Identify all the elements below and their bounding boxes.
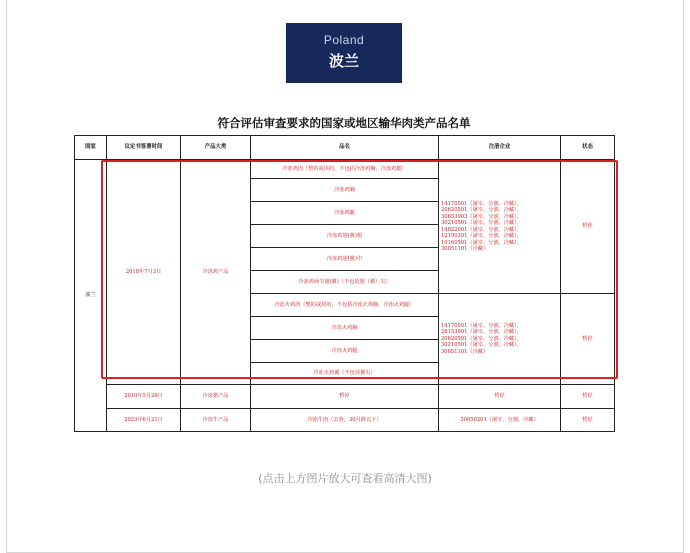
header-status: 状态 (561, 136, 615, 160)
table-row (75, 409, 615, 432)
enterprise-line: 14022001（屠宰、分割、冷藏）、 (441, 226, 522, 233)
country-name-english: Poland (323, 33, 365, 47)
product-name-cell: 冷冻鸡肉（整的或块的，不包括冷冻鸡胸、冷冻鸡腿） (251, 160, 439, 179)
enterprise-cell: 30050201（屠宰、分割、冷藏） (439, 409, 561, 432)
product-name-cell: 暂停 (251, 385, 439, 409)
protocol-date-cell: 2023年6月21日 (107, 409, 181, 432)
enterprise-line: 10160501（屠宰、分割、冷藏）、 (441, 239, 522, 246)
enterprise-cell: 暂停 (439, 385, 561, 409)
product-name-cell: 冷冻火鸡肉（整的或块的，不包括冷冻火鸡胸、冷冻火鸡腿） (251, 294, 439, 317)
status-cell: 暂停 (561, 160, 615, 294)
enterprise-line: 20620501（屠宰、分割、冷藏）、 (441, 335, 522, 342)
product-name-cell: 冷冻鸡翅(翼)根 (251, 225, 439, 248)
protocol-date-cell: 2010年5月26日 (107, 385, 181, 409)
country-banner (286, 23, 402, 83)
enterprise-cell (439, 160, 561, 294)
header-product-name: 品名 (251, 136, 439, 160)
enterprise-cell (439, 294, 561, 385)
image-caption: (点击上方图片放大可查看高清大图) (258, 472, 432, 485)
header-enterprise: 注册企业 (439, 136, 561, 160)
enterprise-line: 30051101（冷藏） (441, 246, 489, 252)
enterprise-line: 30210501（屠宰、分割、冷藏）、 (441, 342, 522, 349)
product-name-cell: 冷冻鸡胸 (251, 179, 439, 202)
header-protocol-date: 议定书签署时间 (107, 136, 181, 160)
enterprise-line: 30051101（冷藏） (441, 348, 489, 355)
enterprise-line: 28153901（屠宰、分割、冷藏）、 (441, 329, 522, 336)
country-name-chinese: 波兰 (328, 52, 359, 70)
product-name-cell: 冷冻火鸡胸 (251, 317, 439, 340)
enterprise-line: 14170501（屠宰、分割、冷藏）、 (441, 322, 522, 329)
enterprise-line: 14170501（屠宰、分割、冷藏）、 (441, 200, 522, 207)
header-country: 国家 (75, 136, 107, 160)
table-header-row (75, 136, 615, 160)
category-cell: 冷冻猪产品 (181, 385, 251, 409)
table-row (75, 385, 615, 409)
product-name-cell: 冷冻牛肉（去骨，30月龄以下） (251, 409, 439, 432)
status-cell: 暂停 (561, 294, 615, 385)
table-row (75, 160, 615, 179)
product-name-cell: 冷冻鸡腿 (251, 202, 439, 225)
product-name-cell: 冷冻鸡两节翅(翼)（不包括翅（翼）尖） (251, 271, 439, 294)
product-list-table[interactable] (74, 135, 615, 432)
protocol-date-cell: 2018年7月3日 (107, 160, 181, 385)
document-title: 符合评估审查要求的国家或地区输华肉类产品名单 (217, 116, 471, 130)
header-category: 产品大类 (181, 136, 251, 160)
status-cell: 暂停 (561, 409, 615, 432)
product-name-cell: 冷冻火鸡翼（不包括翼尖） (251, 363, 439, 385)
product-name-cell: 冷冻鸡翅(翼)中 (251, 248, 439, 271)
product-name-cell: 冷冻火鸡腿 (251, 340, 439, 363)
country-cell: 波兰 (75, 160, 107, 432)
category-cell: 冷冻鸡产品 (181, 160, 251, 385)
enterprise-line: 30653903（屠宰、分割、冷藏）、 (441, 213, 522, 220)
enterprise-line: 12190301（屠宰、分割、冷藏）、 (441, 233, 522, 239)
category-cell: 冷冻牛产品 (181, 409, 251, 432)
enterprise-line: 20620501（屠宰、分割、冷藏）、 (441, 207, 522, 213)
enterprise-line: 30210501（屠宰、分割、冷藏）、 (441, 220, 522, 226)
status-cell: 暂停 (561, 385, 615, 409)
